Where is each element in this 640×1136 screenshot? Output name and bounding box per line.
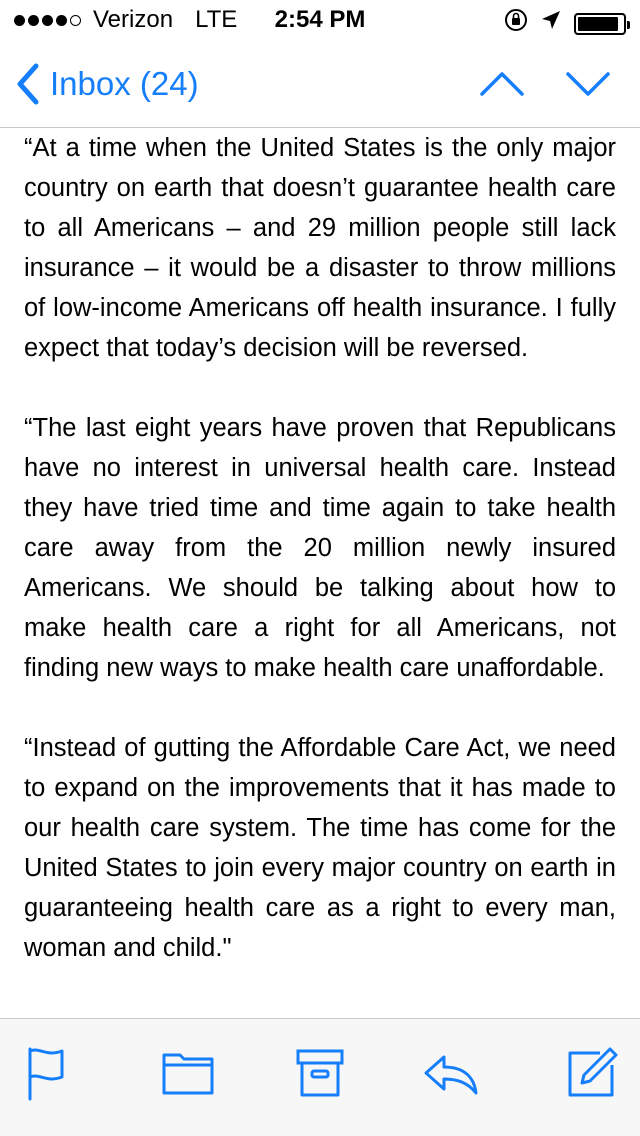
reply-icon[interactable] xyxy=(418,1041,482,1105)
message-paragraph: “Instead of gutting the Affordable Care Act, we need to expand on the improvements that it has made to our health care system. The time has come for the United States to join every major country on earth in guaranteeing health care as a right to every man, woman and child." xyxy=(24,734,616,962)
status-time: 2:54 PM xyxy=(274,6,366,33)
message-paragraph: “At a time when the United States is the only major country on earth that doesn’t guarantee health care to all Americans – and 29 million people still lack insurance – it would be a disaster to throw millions of low-income Americans off health insurance. I fully expect that today’s decision will be reversed. xyxy=(24,134,616,362)
status-bar xyxy=(0,0,640,40)
message-paragraph: “The last eight years have proven that Republicans have no interest in universal health care. Instead they have tried time and time again to take health care away from the 20 million newly insured Americans. We should be talking about how to make health care a right for all Americans, not finding new ways to make health care unaffordable. xyxy=(24,414,616,682)
carrier-name: Verizon xyxy=(93,6,174,33)
chevron-down-icon[interactable] xyxy=(564,66,612,102)
back-label: Inbox (24) xyxy=(50,65,199,102)
message-nav-arrows xyxy=(478,66,612,102)
message-body xyxy=(24,128,616,1018)
battery-icon xyxy=(574,13,626,35)
location-icon xyxy=(540,9,562,38)
navigation-bar xyxy=(0,40,640,128)
network-type: LTE xyxy=(195,6,238,33)
chevron-left-icon xyxy=(14,62,44,106)
rotation-lock-icon xyxy=(504,8,528,39)
back-to-inbox-button[interactable] xyxy=(14,62,199,106)
folder-icon[interactable] xyxy=(156,1041,220,1105)
flag-icon[interactable] xyxy=(16,1041,80,1105)
bottom-toolbar xyxy=(0,1018,640,1136)
chevron-up-icon[interactable] xyxy=(478,66,526,102)
archive-icon[interactable] xyxy=(288,1041,352,1105)
status-right xyxy=(504,8,626,39)
compose-icon[interactable] xyxy=(560,1041,624,1105)
